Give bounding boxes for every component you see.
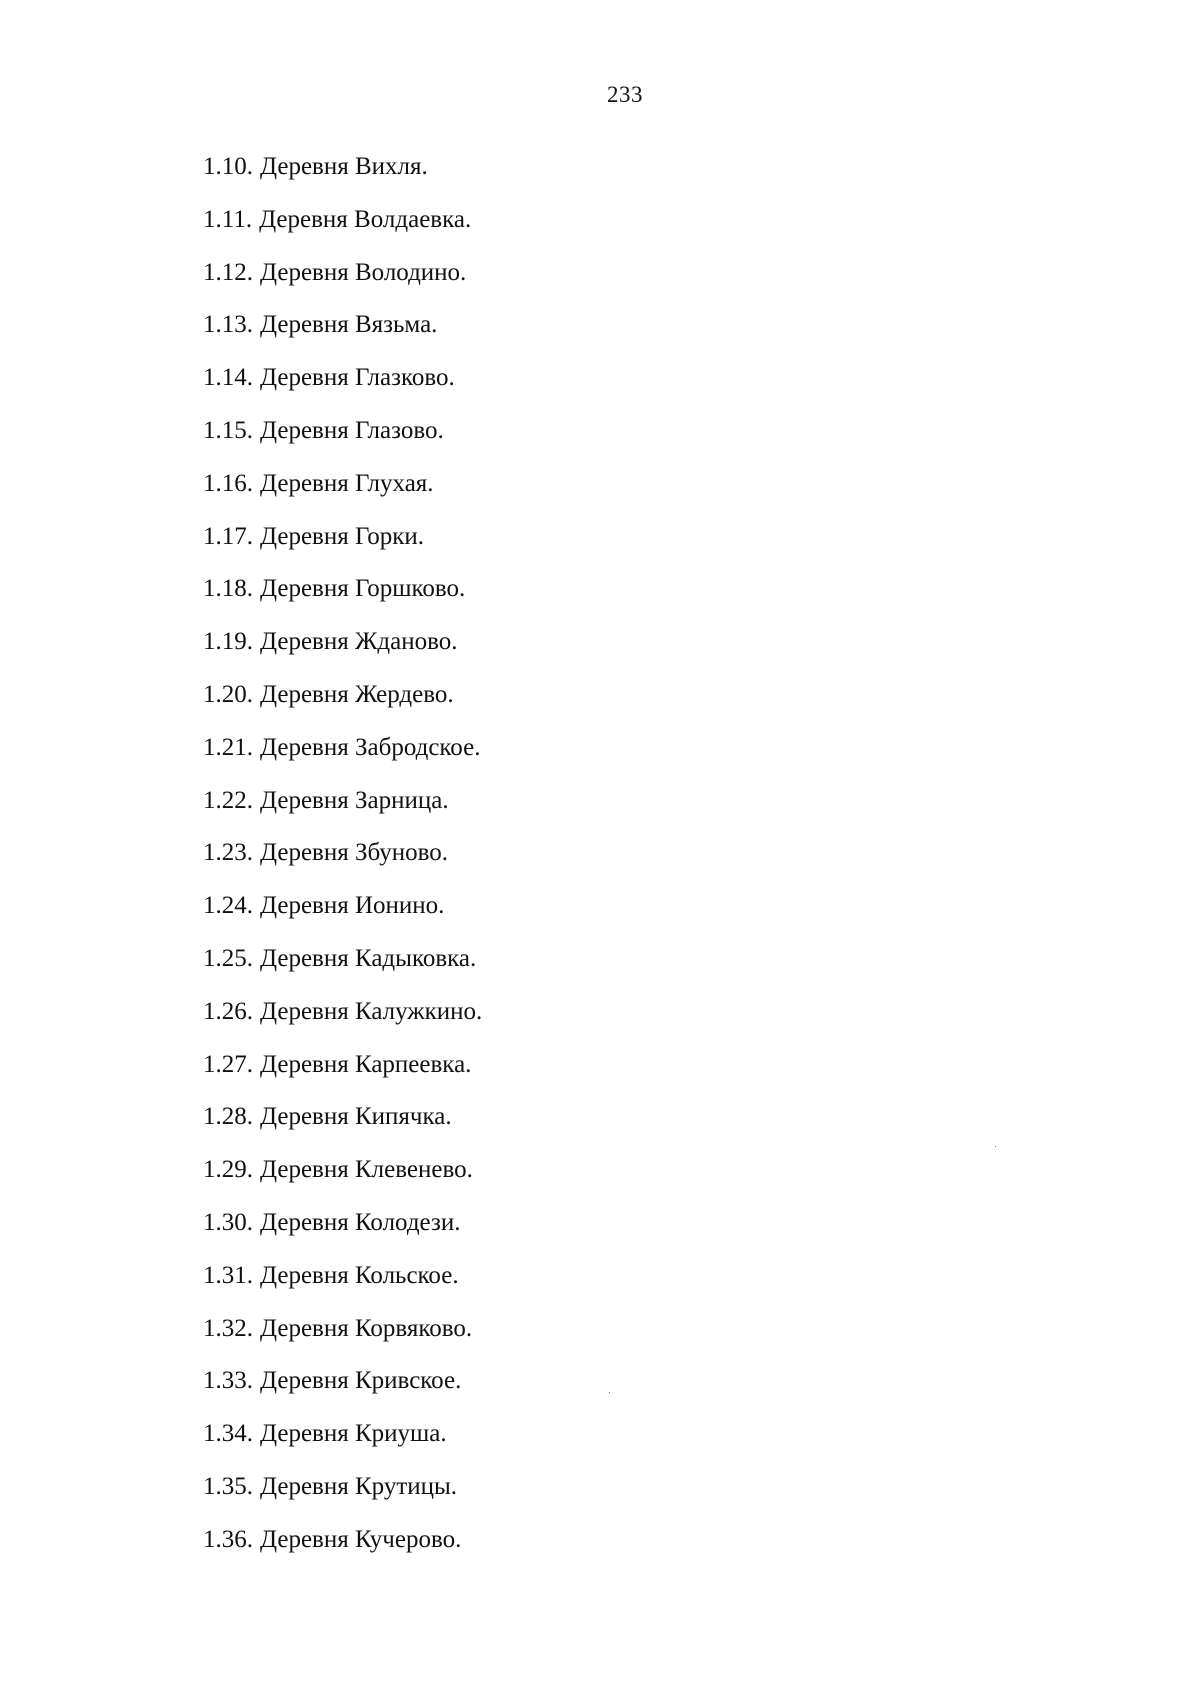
item-text: Деревня Карпеевка. xyxy=(260,1050,472,1078)
list-item xyxy=(203,574,482,627)
scan-speck xyxy=(609,1392,610,1393)
item-text: Деревня Вихля. xyxy=(260,153,428,180)
item-number: 1.36. xyxy=(203,1525,253,1553)
list-item xyxy=(203,1525,482,1578)
item-number: 1.33. xyxy=(203,1367,253,1395)
item-text: Деревня Крутицы. xyxy=(260,1472,458,1500)
list-item xyxy=(203,680,482,733)
item-number: 1.28. xyxy=(203,1103,253,1131)
list-item xyxy=(203,1419,482,1472)
item-number: 1.15. xyxy=(203,416,253,444)
item-text: Деревня Жданово. xyxy=(260,628,458,656)
list-item xyxy=(203,416,482,469)
list-item xyxy=(203,733,482,786)
list-item xyxy=(203,522,482,575)
item-text: Деревня Володино. xyxy=(260,258,467,286)
item-text: Деревня Кипячка. xyxy=(260,1103,452,1131)
item-number: 1.18. xyxy=(203,575,253,603)
list-item xyxy=(203,363,482,416)
item-number: 1.13. xyxy=(203,311,253,339)
item-number: 1.12. xyxy=(203,258,253,286)
list-item xyxy=(203,1366,482,1419)
item-number: 1.27. xyxy=(203,1050,253,1078)
list-item xyxy=(203,205,482,258)
item-number: 1.29. xyxy=(203,1156,253,1184)
item-text: Деревня Глазково. xyxy=(260,364,455,392)
list-item xyxy=(203,1050,482,1103)
item-number: 1.16. xyxy=(203,469,253,497)
list-item xyxy=(203,152,482,205)
item-text: Деревня Колодези. xyxy=(260,1208,461,1236)
list-item xyxy=(203,1208,482,1261)
item-number: 1.21. xyxy=(203,733,253,761)
item-text: Деревня Вязьма. xyxy=(260,311,438,339)
item-text: Деревня Криуша. xyxy=(260,1420,447,1448)
list-item xyxy=(203,891,482,944)
item-text: Деревня Корвяково. xyxy=(260,1314,473,1342)
item-text: Деревня Клевенево. xyxy=(260,1156,473,1184)
item-number: 1.23. xyxy=(203,839,253,867)
item-text: Деревня Горки. xyxy=(260,522,425,550)
item-number: 1.22. xyxy=(203,786,253,814)
item-text: Деревня Кучерово. xyxy=(260,1525,462,1553)
list-item xyxy=(203,1102,482,1155)
item-text: Деревня Ионино. xyxy=(260,892,445,920)
list-item xyxy=(203,469,482,522)
item-text: Деревня Забродское. xyxy=(260,733,481,761)
list-item xyxy=(203,1155,482,1208)
item-number: 1.20. xyxy=(203,680,253,708)
item-number: 1.19. xyxy=(203,628,253,656)
item-text: Деревня Волдаевка. xyxy=(259,205,472,233)
list-item xyxy=(203,627,482,680)
list-item xyxy=(203,786,482,839)
list-item xyxy=(203,944,482,997)
village-list xyxy=(203,152,482,1578)
item-text: Деревня Жердево. xyxy=(260,680,454,708)
list-item xyxy=(203,1472,482,1525)
item-number: 1.24. xyxy=(203,892,253,920)
item-number: 1.31. xyxy=(203,1261,253,1289)
list-item xyxy=(203,997,482,1050)
list-item xyxy=(203,838,482,891)
item-number: 1.14. xyxy=(203,364,253,392)
item-text: Деревня Кривское. xyxy=(260,1367,462,1395)
list-item xyxy=(203,1261,482,1314)
item-text: Деревня Горшково. xyxy=(260,575,466,603)
item-text: Деревня Калужкино. xyxy=(260,997,483,1025)
item-text: Деревня Кольское. xyxy=(260,1261,459,1289)
item-text: Деревня Зарница. xyxy=(260,786,449,814)
item-number: 1.35. xyxy=(203,1472,253,1500)
scan-speck xyxy=(995,1146,996,1147)
item-number: 1.25. xyxy=(203,944,253,972)
item-text: Деревня Глазово. xyxy=(260,416,444,444)
item-number: 1.26. xyxy=(203,997,253,1025)
item-number: 1.32. xyxy=(203,1314,253,1342)
list-item xyxy=(203,258,482,311)
item-text: Деревня Кадыковка. xyxy=(260,944,477,972)
item-number: 1.30. xyxy=(203,1208,253,1236)
list-item xyxy=(203,1314,482,1367)
item-text: Деревня Збуново. xyxy=(260,839,449,867)
item-number: 1.17. xyxy=(203,522,253,550)
item-number: 1.10. xyxy=(203,153,253,180)
list-item xyxy=(203,310,482,363)
page-number: 233 xyxy=(607,82,643,107)
item-number: 1.34. xyxy=(203,1420,253,1448)
item-text: Деревня Глухая. xyxy=(260,469,434,497)
item-number: 1.11. xyxy=(203,205,253,233)
